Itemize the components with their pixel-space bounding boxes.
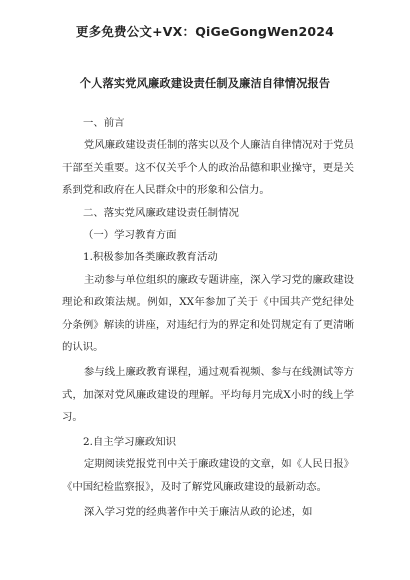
paragraph-foreword: 党风廉政建设责任制的落实以及个人廉洁自律情况对于党员干部至关重要。这不仅关乎个人的政治品德和职业操守，更是关系到党和政府在人民群众中的形象和公信力。 [62,139,354,197]
paragraph-reading: 定期阅读党报党刊中关于廉政建设的文章，如《人民日报》《中国纪检监察报》，及时了解党风廉政建设的最新动态。 [62,458,354,493]
paragraph-online-courses: 参与线上廉政教育课程，通过观看视频、参与在线测试等方式，加深对党风廉政建设的理解。平均每月完成X小时的线上学习。 [62,366,354,424]
document-title: 个人落实党风廉政建设责任制及廉洁自律情况报告 [79,77,331,90]
section-heading-foreword: 一、前言 [83,117,125,129]
item-heading-self-study: 2.自主学习廉政知识 [83,435,177,448]
subsection-heading-study: （一）学习教育方面 [83,229,177,242]
paragraph-lectures: 主动参与单位组织的廉政专题讲座，深入学习党的廉政建设理论和政策法规。例如，XX年参加了关于《中国共产党纪律处分条例》解读的讲座，对违纪行为的界定和处罚规定有了更清晰的认识。 [62,273,354,354]
page-header-banner: 更多免费公文+VX：QiGeGongWen2024 [75,24,335,39]
document-body [62,112,354,523]
section-heading-responsibility: 二、落实党风廉政建设责任制情况 [83,206,239,219]
paragraph-classic-works: 深入学习党的经典著作中关于廉洁从政的论述，如 [83,505,313,518]
item-heading-education-activities: 1.积极参加各类廉政教育活动 [83,251,218,264]
